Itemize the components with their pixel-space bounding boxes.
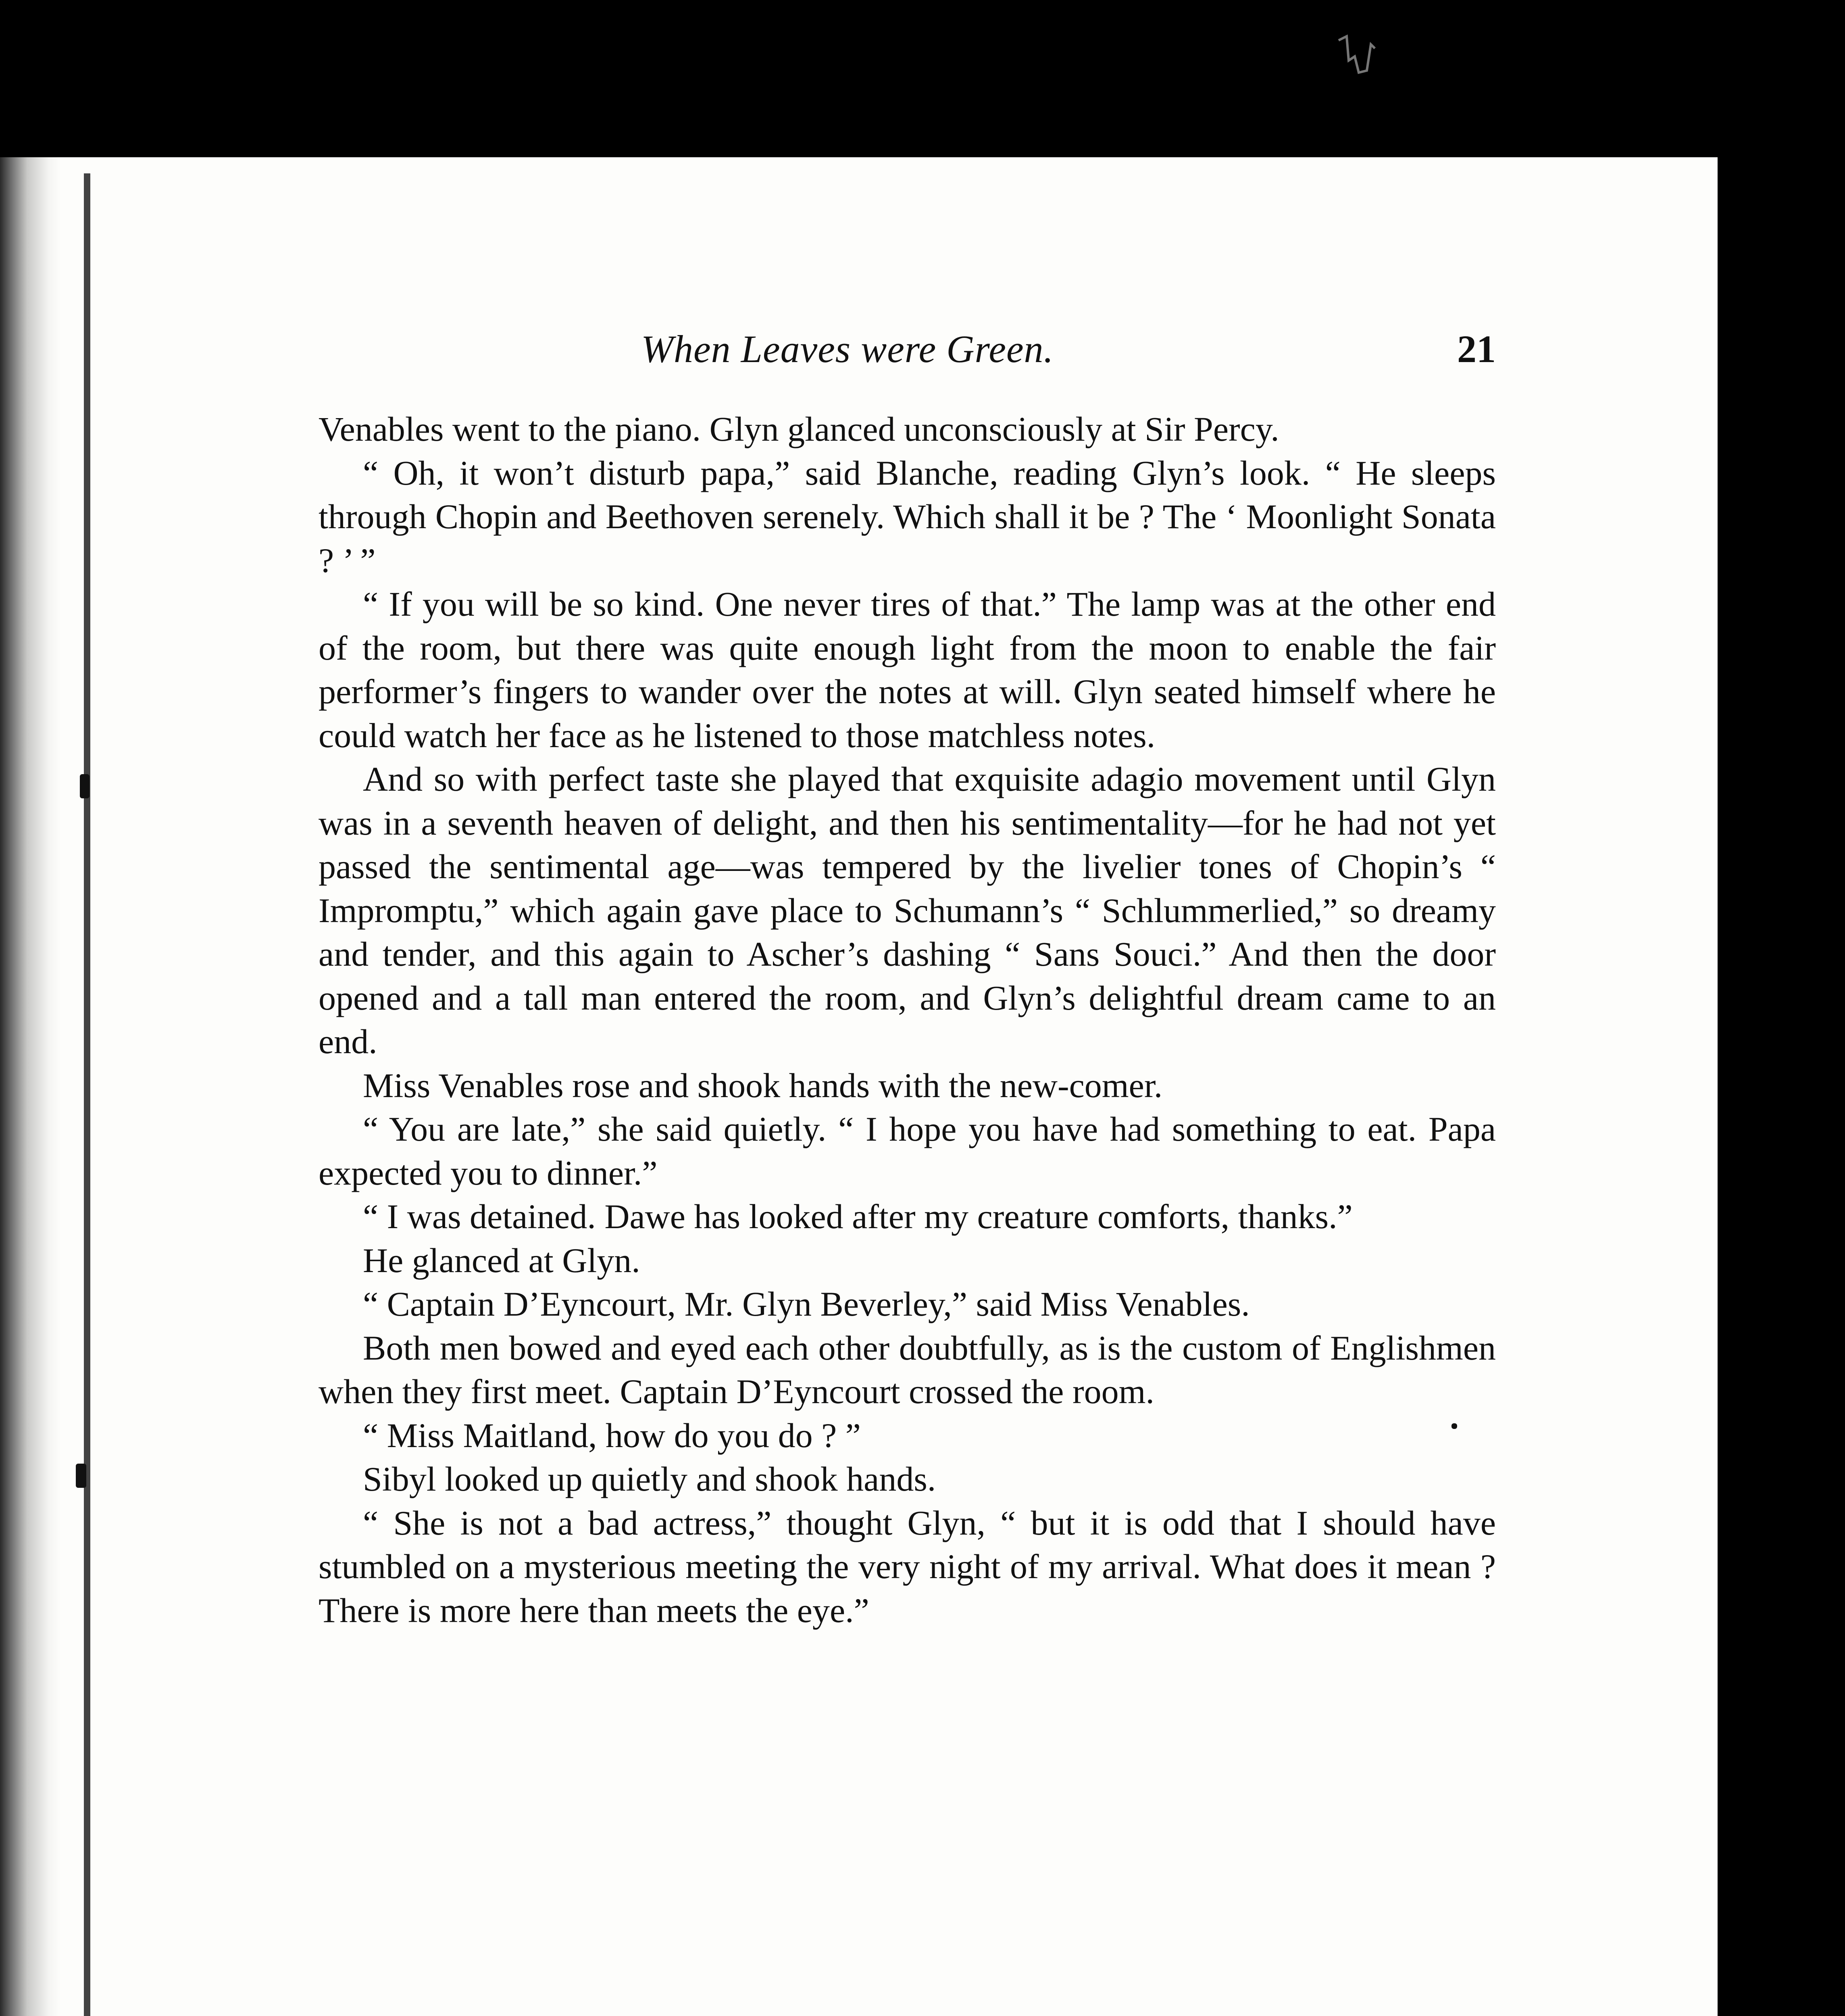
paragraph: “ She is not a bad actress,” thought Glyn, “ but it is odd that I should have stumbled on a mysterious meeting the very night of my arrival. What does it mean ? There is more here than meets the eye.” [319, 1503, 1496, 1630]
margin-mark [76, 1464, 86, 1488]
paragraph: He glanced at Glyn. [363, 1241, 640, 1280]
paragraph: “ Captain D’Eyncourt, Mr. Glyn Beverley,” said Miss Venables. [363, 1285, 1250, 1323]
paragraph: “ I was detained. Dawe has looked after my creature comforts, thanks.” [363, 1197, 1353, 1236]
running-head: When Leaves were Green. [641, 327, 1054, 371]
paragraph: “ Oh, it won’t disturb papa,” said Blanche, reading Glyn’s look. “ He sleeps through Chopin and Beethoven serenely. Which shall it be ? The ‘ Moonlight Sonata ? ’ ” [319, 453, 1496, 580]
paragraph: “ Miss Maitland, how do you do ? ” [363, 1416, 861, 1455]
paragraph: Sibyl looked up quietly and shook hands. [363, 1460, 936, 1498]
margin-mark [80, 774, 90, 798]
paragraph: Miss Venables rose and shook hands with the new-comer. [363, 1066, 1163, 1105]
paragraph: Venables went to the piano. Glyn glanced unconsciously at Sir Percy. [319, 410, 1279, 448]
book-page [0, 157, 1718, 2016]
paragraph: Both men bowed and eyed each other doubtfully, as is the custom of Englishmen when they first meet. Captain D’Eyncourt crossed the room. [319, 1328, 1496, 1411]
paragraph: And so with perfect taste she played that exquisite adagio movement until Glyn was in a seventh heaven of delight, and then his sentimentality—for he had not yet passed the sentimental age—was tempered by the livelier tones of Chopin’s “ Impromptu,” which again gave place to Schumann’s “ Schlummerlied,” so dreamy and tender, and this again to Ascher’s dashing “ Sans Souci.” And then the door opened and a tall man entered the room, and Glyn’s delightful dream came to an end. [319, 760, 1496, 1061]
paragraph: “ If you will be so kind. One never tires of that.” The lamp was at the other end of the room, but there was quite enough light from the moon to enable the fair performer’s fingers to wander over the notes at will. Glyn seated himself where he could watch her face as he listened to those matchless notes. [319, 585, 1496, 755]
page-number: 21 [1457, 327, 1496, 371]
spine-shadow [0, 157, 60, 2016]
spine-rule [84, 173, 90, 2016]
scan-artifact [1331, 32, 1379, 81]
page-header [319, 327, 1496, 383]
paragraph: “ You are late,” she said quietly. “ I hope you have had something to eat. Papa expected you to dinner.” [319, 1110, 1496, 1192]
body-text [319, 407, 1496, 1632]
